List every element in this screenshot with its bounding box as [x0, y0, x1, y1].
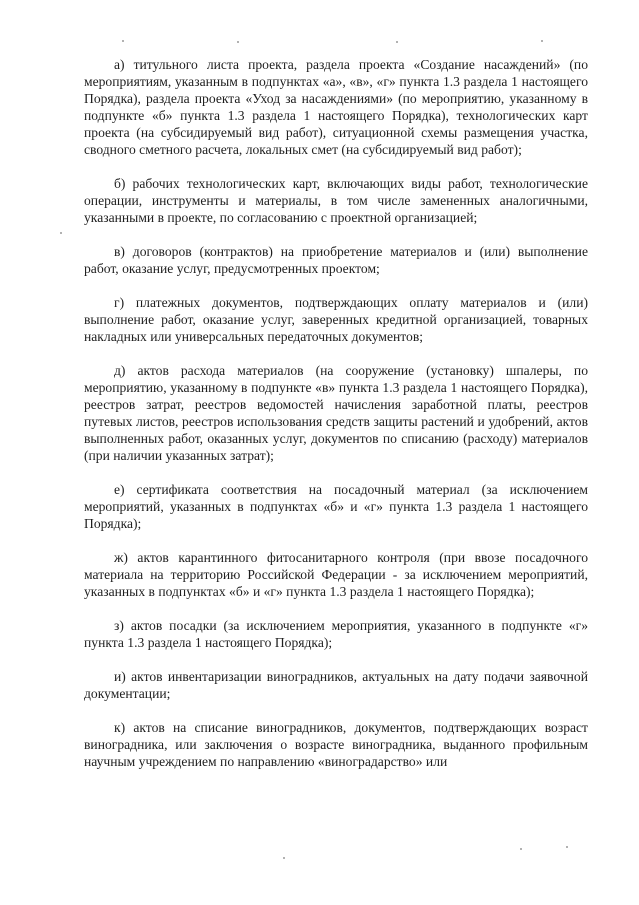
paragraph-k: к) актов на списание виноградников, документов, подтверждающих возраст виноградника, или заключения о возрасте виноградника, выданного профильным научным учреждением по направлению «виноградарство» или: [84, 720, 588, 769]
scan-speck: [122, 40, 124, 42]
paragraph-e: е) сертификата соответствия на посадочный материал (за исключением мероприятий, указанных в подпунктах «б» и «г» пункта 1.3 раздела 1 настоящего Порядка);: [84, 482, 588, 531]
document-page: [84, 56, 588, 770]
scan-speck: [520, 848, 522, 850]
scan-speck: [566, 846, 568, 848]
paragraph-zh: ж) актов карантинного фитосанитарного контроля (при ввозе посадочного материала на территорию Российской Федерации - за исключением мероприятий, указанных в подпунктах «б» и «г» пункта 1.3 раздела 1 настоящего Порядка);: [84, 550, 588, 599]
scan-speck: [60, 232, 62, 234]
paragraph-b: б) рабочих технологических карт, включающих виды работ, технологические операции, инструменты и материалы, в том числе замененных аналогичными, указанными в проекте, по согласованию с проектной организацией;: [84, 176, 588, 225]
scan-speck: [237, 41, 239, 43]
scan-speck: [283, 857, 285, 859]
scan-speck: [541, 40, 543, 42]
scan-speck: [396, 41, 398, 43]
paragraph-v: в) договоров (контрактов) на приобретение материалов и (или) выполнение работ, оказание услуг, предусмотренных проектом;: [84, 244, 588, 276]
paragraph-a: а) титульного листа проекта, раздела проекта «Создание насаждений» (по мероприятиям, указанным в подпунктах «а», «в», «г» пункта 1.3 раздела 1 настоящего Порядка), раздела проекта «Уход за насаждениями» (по мероприятию, указанному в подпункте «б» пункта 1.3 раздела 1 настоящего Порядка), технологических карт проекта (на субсидируемый вид работ), ситуационной схемы размещения участка, сводного сметного расчета, локальных смет (на субсидируемый вид работ);: [84, 57, 588, 157]
paragraph-d: д) актов расхода материалов (на сооружение (установку) шпалеры, по мероприятию, указанному в подпункте «в» пункта 1.3 раздела 1 настоящего Порядка), реестров затрат, реестров ведомостей начисления заработной платы, реестров путевых листов, реестров использования средств защиты растений и удобрений, актов выполненных работ, оказанных услуг, документов по списанию (расходу) материалов (при наличии указанных затрат);: [84, 363, 588, 463]
paragraph-z: з) актов посадки (за исключением мероприятия, указанного в подпункте «г» пункта 1.3 раздела 1 настоящего Порядка);: [84, 618, 588, 650]
paragraph-i: и) актов инвентаризации виноградников, актуальных на дату подачи заявочной документации;: [84, 669, 588, 701]
paragraph-g: г) платежных документов, подтверждающих оплату материалов и (или) выполнение работ, оказание услуг, заверенных кредитной организацией, товарных накладных или универсальных передаточных документов;: [84, 295, 588, 344]
